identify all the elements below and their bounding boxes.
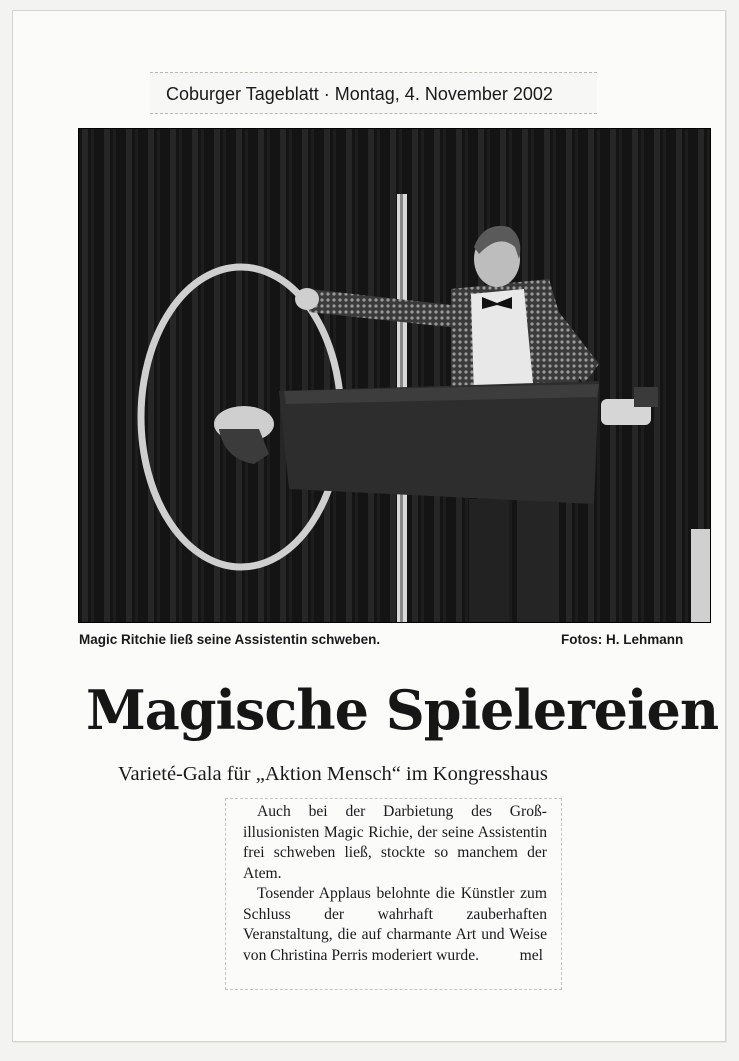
photo-caption: Magic Ritchie ließ seine Assistentin schweben.: [79, 632, 381, 647]
magician-levitation-photo: [79, 129, 710, 622]
news-photo: [78, 128, 711, 623]
article-body: [243, 802, 547, 966]
photo-credit: Fotos: H. Lehmann: [561, 632, 684, 647]
newspaper-source-line: Coburger Tageblatt · Montag, 4. November 2002: [166, 84, 553, 104]
article-subheadline: Varieté-Gala für „Aktion Mensch“ im Kongresshaus: [118, 763, 548, 785]
article-paragraph-2: [243, 884, 547, 966]
article-headline: Magische Spielereien: [86, 678, 719, 742]
article-paragraph-2-text: Tosender Applaus belohnte die Künstler zum Schluss der wahrhaft zauberhaften Veranstaltung, die auf charmante Art und Weise von Christina Perris moderiert wurde.: [243, 885, 547, 964]
article-author: mel: [519, 946, 543, 964]
article-paragraph-1: Auch bei der Darbietung des Großillusionisten Magic Richie, der seine Assistentin frei schweben ließ, stockte so manchem der Atem.: [243, 803, 547, 882]
